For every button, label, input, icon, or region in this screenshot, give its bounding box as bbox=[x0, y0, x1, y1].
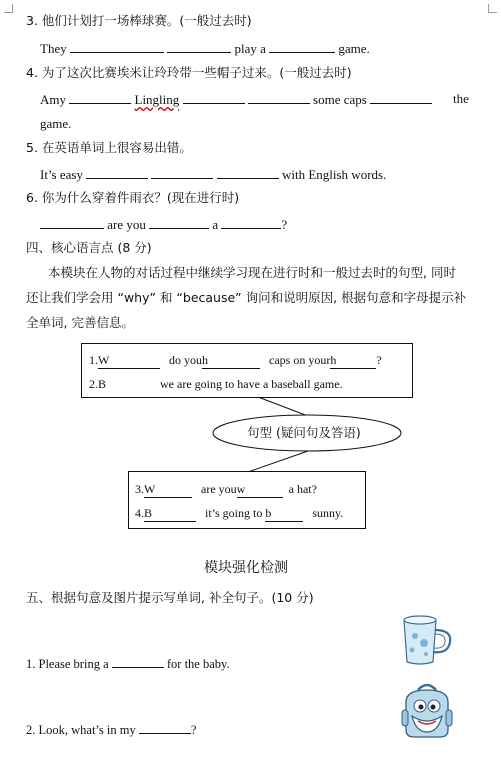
diagram-center-label: 句型 (疑问句及答语) bbox=[247, 425, 361, 440]
item-number: 2. bbox=[89, 377, 98, 391]
sentence-text: ? bbox=[190, 723, 197, 737]
item-number: 1. bbox=[89, 353, 98, 367]
item-number: 4. bbox=[135, 506, 144, 520]
module-heading: 模块强化检测 bbox=[204, 560, 288, 576]
q4-text: Lingling bbox=[134, 92, 180, 107]
sentence-text: we are going to have a baseball game. bbox=[160, 377, 343, 391]
q3-title: 3. 他们计划打一场棒球赛。(一般过去时) bbox=[26, 13, 252, 28]
section4-title: 四、核心语言点 (8 分) bbox=[26, 240, 152, 255]
q6-title: 6. 你为什么穿着件雨衣？(现在进行时) bbox=[26, 190, 240, 205]
item-number: 3. bbox=[135, 482, 144, 496]
q3-text: play a bbox=[234, 41, 266, 56]
diagram-box-top bbox=[81, 343, 413, 398]
schoolbag-icon bbox=[398, 680, 456, 740]
q4-text: the bbox=[453, 91, 469, 106]
sentence-text: it’s going to bbox=[205, 506, 263, 520]
q4-text: some caps bbox=[313, 92, 367, 107]
q3-text: game. bbox=[338, 41, 370, 56]
section4-paragraph: 本模块在人物的对话过程中继续学习现在进行时和一般过去时的句型, 同时 bbox=[48, 265, 456, 280]
q6-text: a bbox=[212, 217, 219, 232]
letter-hint-blank[interactable]: B bbox=[144, 506, 196, 522]
diagram-sentence-4 bbox=[135, 506, 343, 522]
cup-icon bbox=[398, 612, 458, 668]
sentence-text: ? bbox=[376, 353, 382, 367]
sentence-text: sunny. bbox=[312, 506, 344, 520]
sec5-q1 bbox=[26, 655, 230, 672]
blank[interactable] bbox=[112, 655, 164, 668]
letter-hint-blank[interactable]: b bbox=[265, 506, 303, 522]
blank[interactable] bbox=[139, 721, 191, 734]
diagram-sentence-3 bbox=[135, 482, 317, 498]
letter-hint-blank[interactable]: W bbox=[144, 482, 192, 498]
q4-title: 4. 为了这次比赛埃米让玲玲带一些帽子过来。(一般过去时) bbox=[26, 65, 352, 80]
q5-text: with English words. bbox=[281, 167, 387, 182]
sentence-text: are you bbox=[201, 482, 237, 496]
q3-text: They bbox=[40, 41, 67, 56]
q6-text: are you bbox=[107, 217, 146, 232]
sentence-text: 2. Look, what’s in my bbox=[26, 723, 136, 737]
sentence-text: for the baby. bbox=[166, 657, 230, 671]
diagram-sentence-2 bbox=[89, 377, 343, 392]
section4-paragraph: 还让我们学会用 “why” 和 “because” 询问和说明原因, 根据句意和字母提示补 bbox=[26, 290, 467, 305]
q5-text: It’s easy bbox=[40, 167, 83, 182]
section4-paragraph: 全单词, 完善信息。 bbox=[26, 315, 134, 330]
sentence-text: caps on your bbox=[269, 353, 331, 367]
sentence-text: a hat? bbox=[288, 482, 317, 496]
sentence-text: 1. Please bring a bbox=[26, 657, 109, 671]
section5-title: 五、根据句意及图片提示写单词, 补全句子。(10 分) bbox=[26, 590, 314, 605]
q4-text: game. bbox=[40, 116, 72, 131]
sentence-text: do you bbox=[169, 353, 202, 367]
letter-hint-blank[interactable]: W bbox=[98, 353, 160, 369]
diagram-sentence-1 bbox=[89, 353, 382, 369]
letter-hint-blank[interactable]: w bbox=[237, 482, 283, 498]
sec5-q2 bbox=[26, 721, 196, 738]
q4-text: Amy bbox=[40, 92, 66, 107]
letter-hint-blank[interactable]: h bbox=[202, 353, 260, 369]
q5-title: 5. 在英语单词上很容易出错。 bbox=[26, 140, 192, 155]
diagram-box-bottom bbox=[128, 471, 366, 529]
letter-hint-blank[interactable]: h bbox=[330, 353, 376, 369]
q6-text: ? bbox=[281, 217, 288, 232]
letter-hint-blank[interactable]: B bbox=[98, 377, 107, 391]
